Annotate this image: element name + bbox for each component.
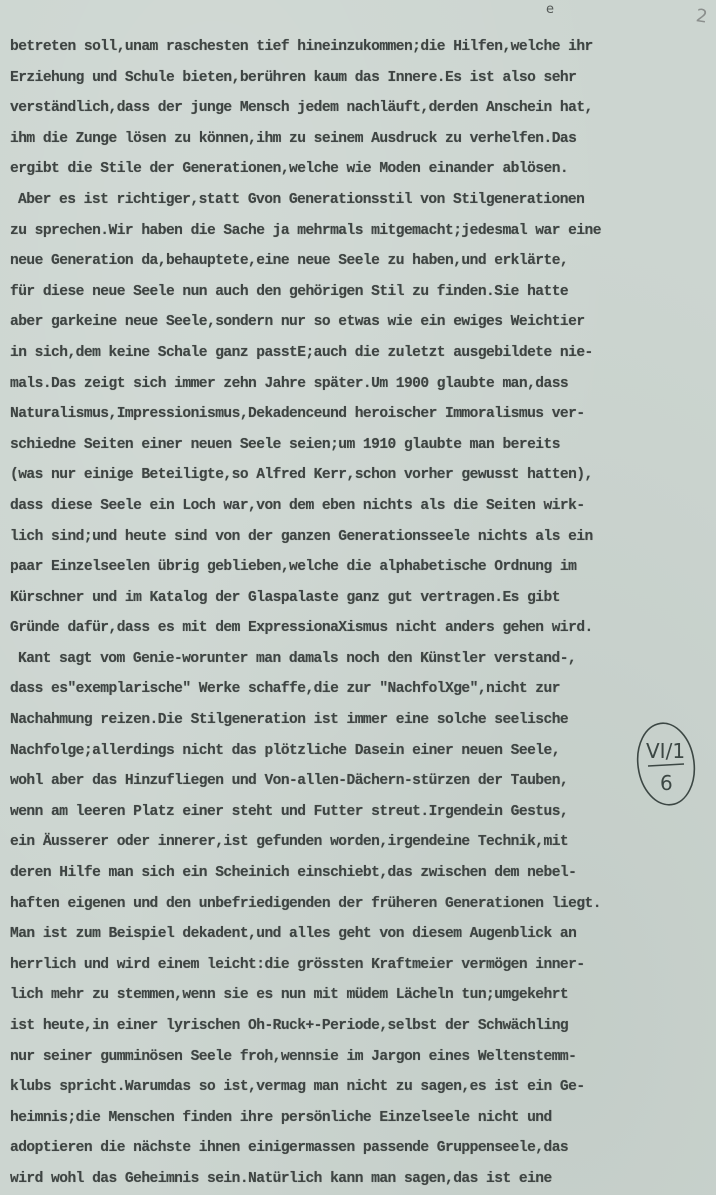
text-line: klubs spricht.Warumdas so ist,vermag man nicht zu sagen,es ist ein Ge- [10,1079,585,1096]
text-line: (was nur einige Beteiligte,so Alfred Kerr,schon vorher gewusst hatten), [10,467,593,484]
text-line: nur seiner gumminösen Seele froh,wennsie im Jargon eines Weltenstemm- [10,1048,577,1065]
handwritten-tick-mark: e [546,2,554,17]
typescript-body [10,32,710,1195]
text-line: ergibt die Stile der Generationen,welche wie Moden einander ablösen. [10,161,569,178]
text-line: aber garkeine neue Seele,sondern nur so etwas wie ein ewiges Weichtier [10,314,585,331]
text-line: Erziehung und Schule bieten,berühren kaum das Innere.Es ist also sehr [10,69,577,86]
text-line: ist heute,in einer lyrischen Oh-Ruck+-Periode,selbst der Schwächling [10,1018,569,1034]
text-line: Naturalismus,Impressionismus,Dekadenceund heroischer Immoralismus ver- [10,406,585,423]
text-line: mals.Das zeigt sich immer zehn Jahre später.Um 1900 glaubte man,dass [10,375,569,392]
text-line: zu sprechen.Wir haben die Sache ja mehrmals mitgemacht;jedesmal war eine [10,222,601,239]
text-line: Kürschner und im Katalog der Glaspalaste ganz gut vertragen.Es gibt [10,589,560,606]
text-line: Nachahmung reizen.Die Stilgeneration ist immer eine solche seelische [10,712,569,729]
svg-text:6: 6 [660,771,673,795]
text-line: Nachfolge;allerdings nicht das plötzliche Dasein einer neuen Seele, [10,742,560,759]
text-line: Man ist zum Beispiel dekadent,und alles geht von diesem Augenblick an [10,926,577,943]
paragraph-start-line: Aber es ist richtiger,statt Gvon Generationsstil von Stilgenerationen [18,191,585,208]
text-line: für diese neue Seele nun auch den gehörigen Stil zu finden.Sie hatte [10,283,569,300]
text-line: herrlich und wird einem leicht:die grössten Kraftmeier vermögen inner- [10,956,585,973]
text-line: in sich,dem keine Schale ganz passtE;auch die zuletzt ausgebildete nie- [10,344,593,361]
text-line: wird wohl das Geheimnis sein.Natürlich kann man sagen,das ist eine [10,1170,552,1187]
text-line: Gründe dafür,dass es mit dem ExpressionaXismus nicht anders gehen wird. [10,620,593,637]
text-line: wohl aber das Hinzufliegen und Von-allen-Dächern-stürzen der Tauben, [10,773,569,790]
text-line: ein Äusserer oder innerer,ist gefunden worden,irgendeine Technik,mit [10,834,569,851]
text-line: verständlich,dass der junge Mensch jedem nachläuft,derden Anschein hat, [10,100,593,117]
text-line: heimnis;die Menschen finden ihre persönliche Einzelseele nicht und [10,1109,552,1126]
text-line: dass es"exemplarische" Werke schaffe,die zur "NachfolXge",nicht zur [10,681,560,698]
text-line: adoptieren die nächste ihnen einigermassen passende Gruppenseele,das [10,1140,569,1157]
text-line: schiedne Seiten einer neuen Seele seien;um 1910 glaubte man bereits [10,436,560,453]
text-line: paar Einzelseelen übrig geblieben,welche die alphabetische Ordnung im [10,559,577,576]
text-line: neue Generation da,behauptete,eine neue Seele zu haben,und erklärte, [10,253,569,270]
text-line: dass diese Seele ein Loch war,von dem eben nichts als die Seiten wirk- [10,497,585,514]
text-line: ihm die Zunge lösen zu können,ihm zu seinem Ausdruck zu verhelfen.Das [10,130,577,147]
text-line: wenn am leeren Platz einer steht und Futter streut.Irgendein Gestus, [10,803,569,820]
text-line: betreten soll,unam raschesten tief hineinzukommen;die Hilfen,welche ihr [10,39,593,55]
text-line: haften eigenen und den unbefriedigenden der früheren Generationen liegt. [10,895,601,912]
archive-stamp [634,720,698,808]
svg-text:VI/1: VI/1 [646,739,686,763]
handwritten-page-number: 2 [694,5,709,28]
text-line: lich mehr zu stemmen,wenn sie es nun mit müdem Lächeln tun;umgekehrt [10,987,569,1004]
text-line: deren Hilfe man sich ein Scheinich einschiebt,das zwischen dem nebel- [10,865,577,882]
text-line: lich sind;und heute sind von der ganzen Generationsseele nichts als ein [10,528,593,545]
paragraph-start-line: Kant sagt vom Genie-worunter man damals noch den Künstler verstand-, [18,650,577,667]
